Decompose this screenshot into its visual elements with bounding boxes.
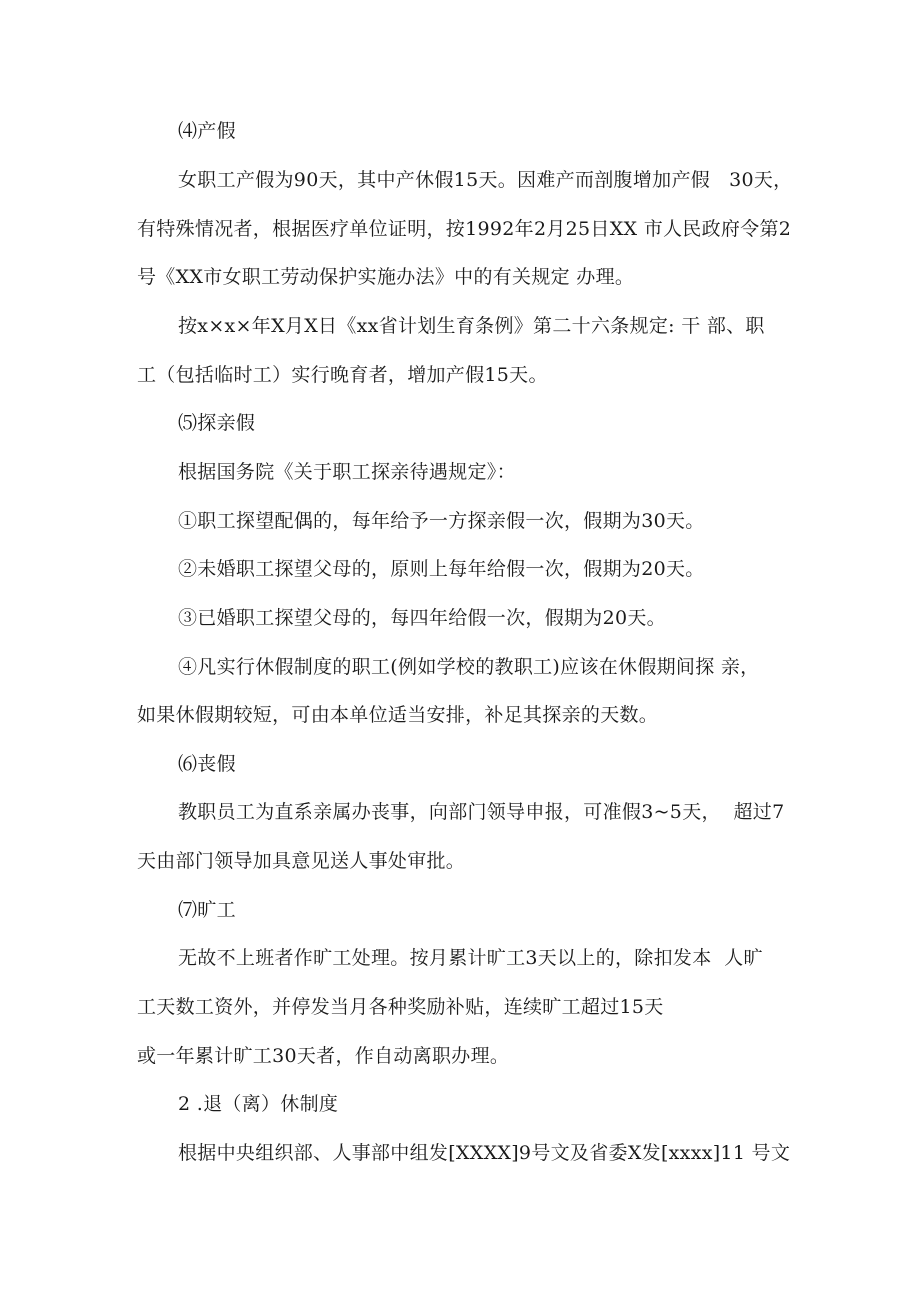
list-item: ②未婚职工探望父母的，原则上每年给假一次，假期为20天。 bbox=[178, 558, 705, 580]
paragraph-line: 按x×x×年X月X日《xx省计划生育条例》第二十六条规定: 干 部、职 bbox=[178, 315, 765, 337]
list-item: ④凡实行休假制度的职工(例如学校的教职工)应该在休假期间探 亲， bbox=[178, 656, 760, 678]
paragraph-line: 根据中央组织部、人事部中组发[XXXX]9号文及省委X发[xxxx]11 号文 bbox=[178, 1142, 791, 1164]
heading-retirement-system: 2 .退（离）休制度 bbox=[178, 1093, 339, 1115]
paragraph-line: 有特殊情况者，根据医疗单位证明，按1992年2月25日XX 市人民政府令第2 bbox=[137, 218, 792, 240]
paragraph-line: 女职工产假为90天，其中产休假15天。因难产而剖腹增加产假 30天， bbox=[178, 169, 793, 191]
paragraph-line: 号《XX市女职工劳动保护实施办法》中的有关规定 办理。 bbox=[137, 266, 635, 288]
paragraph-line: 工天数工资外，并停发当月各种奖励补贴，连续旷工超过15天 bbox=[137, 996, 664, 1018]
paragraph-line: 无故不上班者作旷工处理。按月累计旷工3天以上的，除扣发本 人旷 bbox=[178, 947, 763, 969]
paragraph-line: 工（包括临时工）实行晚育者，增加产假15天。 bbox=[137, 364, 548, 386]
heading-funeral-leave: ⑹丧假 bbox=[178, 753, 236, 775]
heading-home-visit-leave: ⑸探亲假 bbox=[178, 412, 256, 434]
paragraph-line: 天由部门领导加具意见送人事处审批。 bbox=[137, 850, 466, 872]
heading-absenteeism: ⑺旷工 bbox=[178, 899, 236, 921]
paragraph-line: 或一年累计旷工30天者，作自动离职办理。 bbox=[137, 1045, 510, 1067]
paragraph-line: 根据国务院《关于职工探亲待遇规定》： bbox=[178, 461, 516, 483]
paragraph-line: 如果休假期较短，可由本单位适当安排，补足其探亲的天数。 bbox=[137, 704, 659, 726]
paragraph-line: 教职员工为直系亲属办丧事，向部门领导申报，可准假3~5天， 超过7 bbox=[178, 801, 785, 823]
heading-maternity-leave: ⑷产假 bbox=[178, 120, 236, 142]
list-item: ③已婚职工探望父母的，每四年给假一次，假期为20天。 bbox=[178, 607, 666, 629]
list-item: ①职工探望配偶的，每年给予一方探亲假一次，假期为30天。 bbox=[178, 510, 705, 532]
